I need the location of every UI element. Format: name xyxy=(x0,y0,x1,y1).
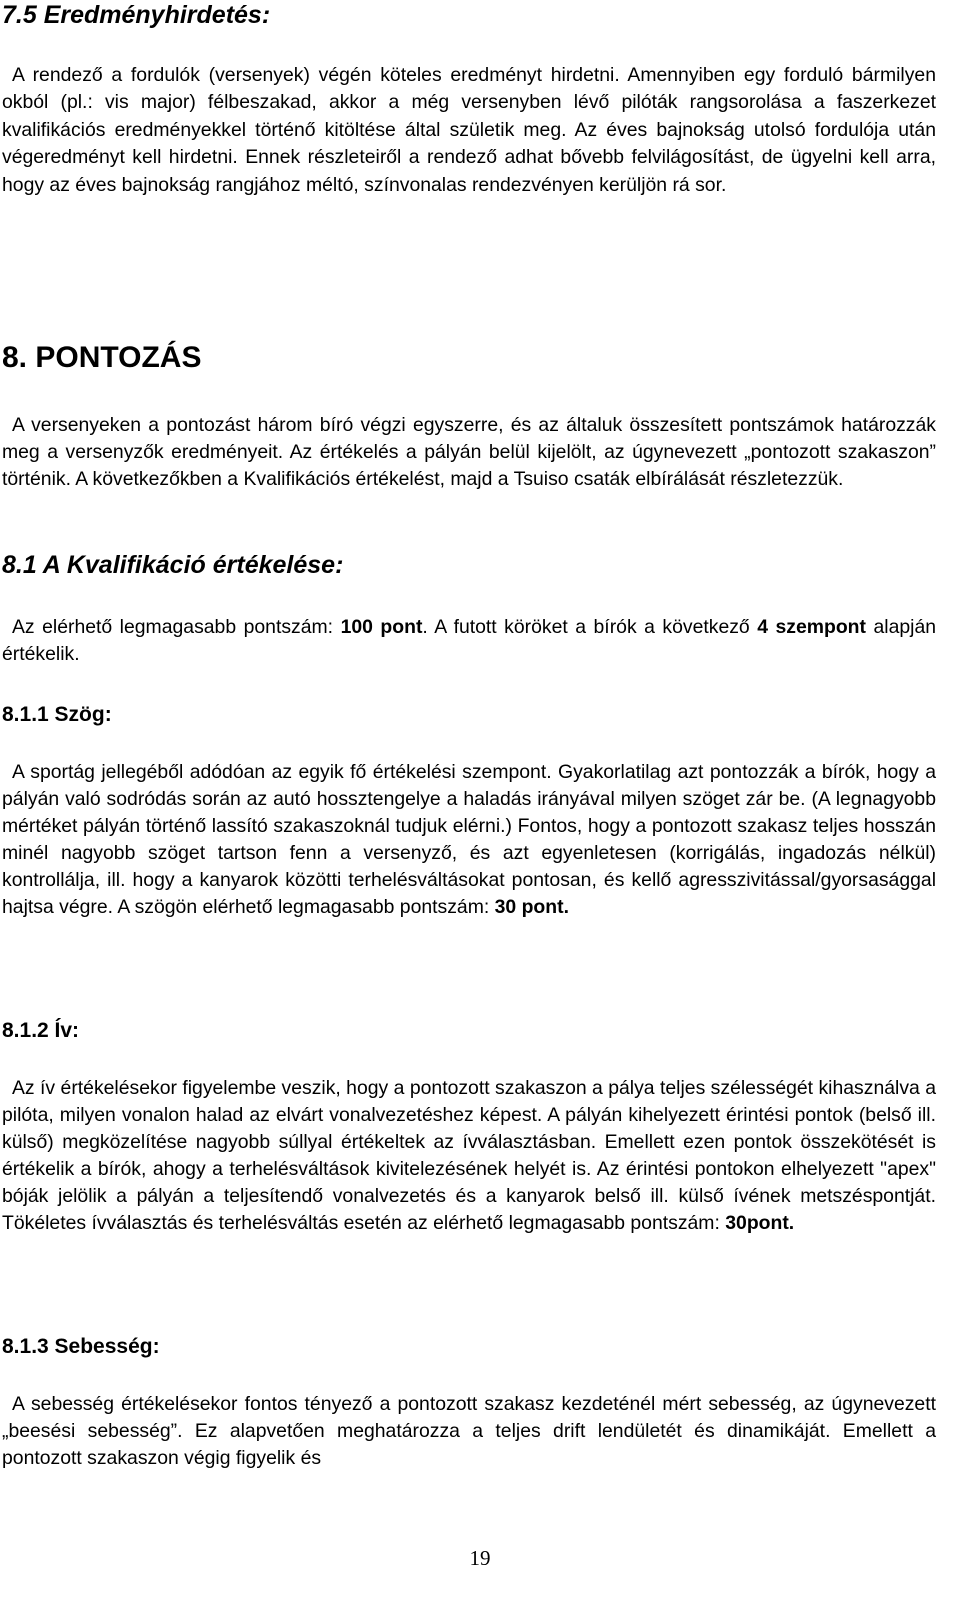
max-score-100: 100 pont xyxy=(340,616,423,638)
heading-8-1-3: 8.1.3 Sebesség: xyxy=(2,1335,160,1358)
paragraph-7-5: A rendező a fordulók (versenyek) végén köteles eredményt hirdetni. Amennyiben egy forduló bármilyen okból (pl.: vis major) félbeszakad, akkor a még versenyben lévő pilóták rangsorolása a faszerkezet kvalifikációs eredményekkel történő kitöltése által születik meg. Az éves bajnokság utolsó fordulója után végeredményt kell hirdetni. Ennek részleteiről a rendező adhat bővebb felvilágosítást, de ügyelni kell arra, hogy az éves bajnokság rangjához méltó, színvonalas rendezvényen kerüljön rá sor. xyxy=(2,64,936,196)
page-number: 19 xyxy=(469,1546,491,1570)
max-score-line: 30pont. xyxy=(725,1212,795,1234)
text-8-1-1: A sportág jellegéből adódóan az egyik fő értékelési szempont. Gyakorlatilag azt pontozzák a bírók, hogy a pályán való sodródás során az autó hossztengelye a haladás irányával milyen szöget zár be. (A legnagyobb mértéket pályán történő lassító szakaszoknál tudjuk elérni.) Fontos, hogy a pontozott szakasz teljes hosszán minél nagyobb szöget tartson fenn a versenyző, és azt egyenletesen (korrigálás, ingadozás nélkül) kontrollálja, ill. hogy a kanyarok közötti terhelésváltásokat pontosan, és kellő agresszivitással/gyorsasággal hajtsa végre. A szögön elérhető legmagasabb pontszám: xyxy=(2,761,936,918)
paragraph-8-1 xyxy=(2,614,936,668)
text-8-1-b: . A futott köröket a bírók a következő xyxy=(422,616,758,638)
paragraph-8-1-3: A sebesség értékelésekor fontos tényező a pontozott szakasz kezdeténél mért sebesség, az úgynevezett „beesési sebesség”. Ez alapvetően meghatározza a teljes drift lendületét és dinamikáját. Emellett a pontozott szakaszon végig figyelik és xyxy=(2,1393,936,1469)
heading-8-1-2: 8.1.2 Ív: xyxy=(2,1019,80,1042)
text-8-1-c: alapján értékelik. xyxy=(2,616,937,665)
paragraph-8-1-1 xyxy=(2,759,936,921)
heading-8: 8. PONTOZÁS xyxy=(2,341,202,374)
criteria-count: 4 szempont xyxy=(757,616,866,638)
heading-8-1: 8.1 A Kvalifikáció értékelése: xyxy=(2,551,344,579)
max-score-angle: 30 pont. xyxy=(494,896,569,918)
text-8-1-a: Az elérhető legmagasabb pontszám: xyxy=(12,616,341,638)
text-8-1-2: Az ív értékelésekor figyelembe veszik, hogy a pontozott szakaszon a pálya teljes szélességét kihasználva a pilóta, milyen vonalon halad az elvárt vonalvezetéshez képest. A pályán kihelyezett érintési pontok (belső ill. külső) megközelítése nagyobb súllyal értékeltek az ívválasztásban. Emellett ezen pontok összekötését is értékelik a bírók, ahogy a terhelésváltások kivitelezésének helyét is. Az érintési pontokon elhelyezett "apex" bóják jelölik a pályán a teljesítendő vonalvezetés és a kanyarok belső ill. külső ívének metszéspontját. Tökéletes ívválasztás és terhelésváltás esetén az elérhető legmagasabb pontszám: xyxy=(2,1077,936,1234)
paragraph-8: A versenyeken a pontozást három bíró végzi egyszerre, és az általuk összesített pontszámok határozzák meg a versenyzők eredményeit. Az értékelés a pályán belül kijelölt, az úgynevezett „pontozott szakaszon” történik. A következőkben a Kvalifikációs értékelést, majd a Tsuiso csaták elbírálását részletezzük. xyxy=(2,414,936,490)
paragraph-8-1-2 xyxy=(2,1075,936,1237)
heading-7-5: 7.5 Eredményhirdetés: xyxy=(2,1,271,29)
heading-8-1-1: 8.1.1 Szög: xyxy=(2,703,112,726)
